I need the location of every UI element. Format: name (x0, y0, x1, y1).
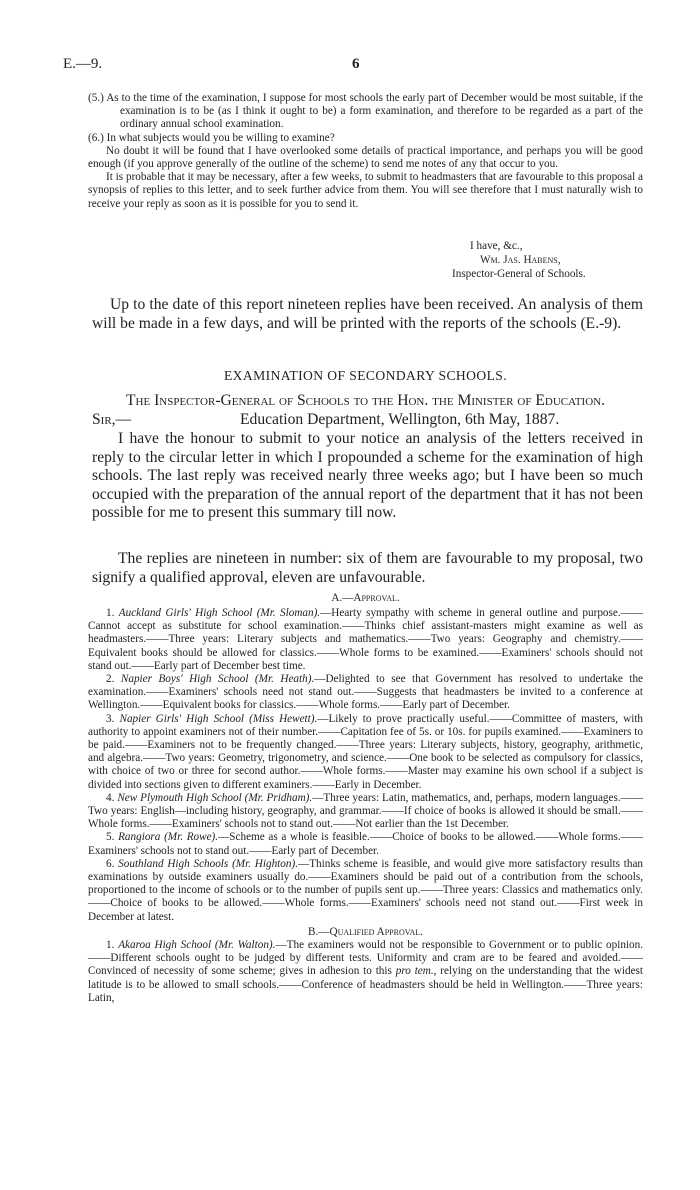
headmaster-name: (Mr. Pridham). (244, 791, 313, 804)
headmaster-name: (Mr. Highton). (232, 857, 298, 870)
letter-paragraph-6: (6.) In what subjects would you be willing to examine? (88, 131, 335, 144)
intro-paragraph: Up to the date of this report nineteen replies have been received. An analysis of them will be made in a few days, and will be printed with the reports of the schools (E.-9). (92, 296, 643, 332)
school-name: Rangiora (118, 831, 161, 844)
salutation: Sir,— (92, 411, 132, 428)
letter-paragraph-5: (5.) As to the time of the examination, I suppose for most schools the early part of December would be most suitable, if the examination is to be (as I think it ought to be) a form examination, and therefore to be regarded as a part of the ordinary annual school examination. (88, 92, 643, 131)
approval-entry-5: 5. Rangiora (Mr. Rowe).—Scheme as a whole is feasible.——Choice of books to be allowed.——Whole forms.——Examiners' schools not to stand out.——Early part of December. (88, 831, 644, 857)
approval-entry-4: 4. New Plymouth High School (Mr. Pridham).—Three years: Latin, mathematics, and, perhaps, modern languages.——Two years: English—including history, geography, and grammar.——If choice of books is allowed it should be small.——Whole forms.——Examiners' schools not to stand out.——Not earlier than the 1st December. (88, 791, 644, 831)
section-heading: EXAMINATION OF SECONDARY SCHOOLS. (223, 368, 508, 383)
headmaster-name: (Mr. Sloman). (256, 607, 321, 619)
report-paragraph-1: I have the honour to submit to your notice an analysis of the letters received in reply to the circular letter in which I propounded a scheme for the examination of high schools. The last reply was received nearly three weeks ago; but I have been so much occupied with the preparation of the annual report of the department that it has not been possible for me to present this summary till now. (92, 430, 643, 522)
school-name: Napier Girls' High School (119, 712, 245, 725)
letter-paragraph-8: It is probable that it may be necessary, after a few weeks, to submit to headmasters that are favourable to this proposal a synopsis of replies to this letter, and to seek further advice from them. You will see therefore that I must naturally wish to receive your reply as soon as it is possible for you to send it. (88, 171, 643, 210)
approval-entry-2: 2. Napier Boys' High School (Mr. Heath).—Delighted to see that Government has resolved to undertake the examination.——Examiners' schools need not stand out.——Suggests that headmasters be invited to a conference at Wellington.——Equivalent books for classics.——Whole forms.——Early part of December. (88, 673, 643, 712)
page-reference: E.—9. (63, 56, 103, 72)
headmaster-name: (Mr. Walton). (214, 939, 276, 952)
school-name: Akaroa High School (118, 939, 212, 952)
page-number: 6 (352, 56, 360, 72)
school-name: Auckland Girls' High School (118, 607, 253, 619)
approval-heading: A.—Approval. (331, 592, 400, 604)
school-name: Napier Boys' High School (120, 673, 249, 686)
headmaster-name: (Miss Hewett). (249, 712, 318, 725)
report-address: The Inspector-General of Schools to the Hon. the Minister of Education. (126, 392, 605, 409)
dateline: Education Department, Wellington, 6th May, 1887. (240, 411, 560, 428)
approval-entry-6: 6. Southland High Schools (Mr. Highton).—Thinks scheme is feasible, and would give more satisfactory results than examinations by outside examiners usually do.——Examiners should be paid out of a contribution from the schools, proportioned to the income of schools or to the number of pupils sent up.——Three years: Classics and mathematics only.——Choice of books to be allowed.——Whole forms.——Examiners' schools need not stand out.——First week in December at latest. (88, 857, 644, 923)
approval-entry-3: 3. Napier Girls' High School (Miss Hewett).—Likely to prove practically useful.——Committee of masters, with authority to appoint examiners not of their number.——Capitation fee of 5s. or 10s. for pupils examined.——Examiners to be paid.——Examiners not to be frequently changed.——Three years: Literary subjects, history, geography, arithmetic, and algebra.——Two years: Geometry, trigonometry, and science.——One book to be selected as compulsory for classics, with choice of two or three for second author.——Whole forms.——Master may examine his own school if a subject is divided into sections given to different examiners.——Early in December. (88, 712, 644, 791)
school-name: New Plymouth High School (117, 791, 242, 804)
letter-signature: Wm. Jas. Habens, (480, 254, 561, 266)
circular-letter (88, 92, 643, 211)
school-name: Southland High Schools (118, 857, 229, 870)
letter-closing: I have, &c., (470, 240, 523, 252)
qualified-approval-heading: B.—Qualified Approval. (308, 925, 423, 938)
letter-paragraph-7: No doubt it will be found that I have overlooked some details of practical importance, and perhaps you will be good enough (if you approve generally of the outline of the scheme) to send me notes of any that occur to you. (88, 144, 643, 171)
signature-title: Inspector-General of Schools. (452, 268, 586, 280)
headmaster-name: (Mr. Heath). (254, 673, 315, 686)
approval-entry-1: 1. Auckland Girls' High School (Mr. Sloman).—Hearty sympathy with scheme in general outline and purpose.——Cannot accept as substitute for school examination.——Thinks chief assistant-masters might examine as well as headmasters.——Three years: Literary subjects and mathematics.——Two years: Geography and chemistry.——Equivalent books should be allowed for classics.——Whole forms to be examined.——Examiners' schools should not stand out.——Early part of December best time. (88, 607, 644, 672)
report-paragraph-2: The replies are nineteen in number: six of them are favourable to my proposal, two signify a qualified approval, eleven are unfavourable. (92, 550, 643, 586)
approval-list (88, 607, 643, 1005)
qualified-entry-1: 1. Akaroa High School (Mr. Walton).—The examiners would not be responsible to Government or to public opinion.——Different schools ought to be judged by different tests. Uniformity and cram are to be feared and avoided.——Convinced of necessity of some scheme; gives in adhesion to this pro tem., relying on the understanding that the widest latitude is to be allowed to small schools.——Conference of headmasters should be held in Wellington.——Three years: Latin, (88, 939, 644, 1004)
headmaster-name: (Mr. Rowe). (164, 831, 219, 844)
